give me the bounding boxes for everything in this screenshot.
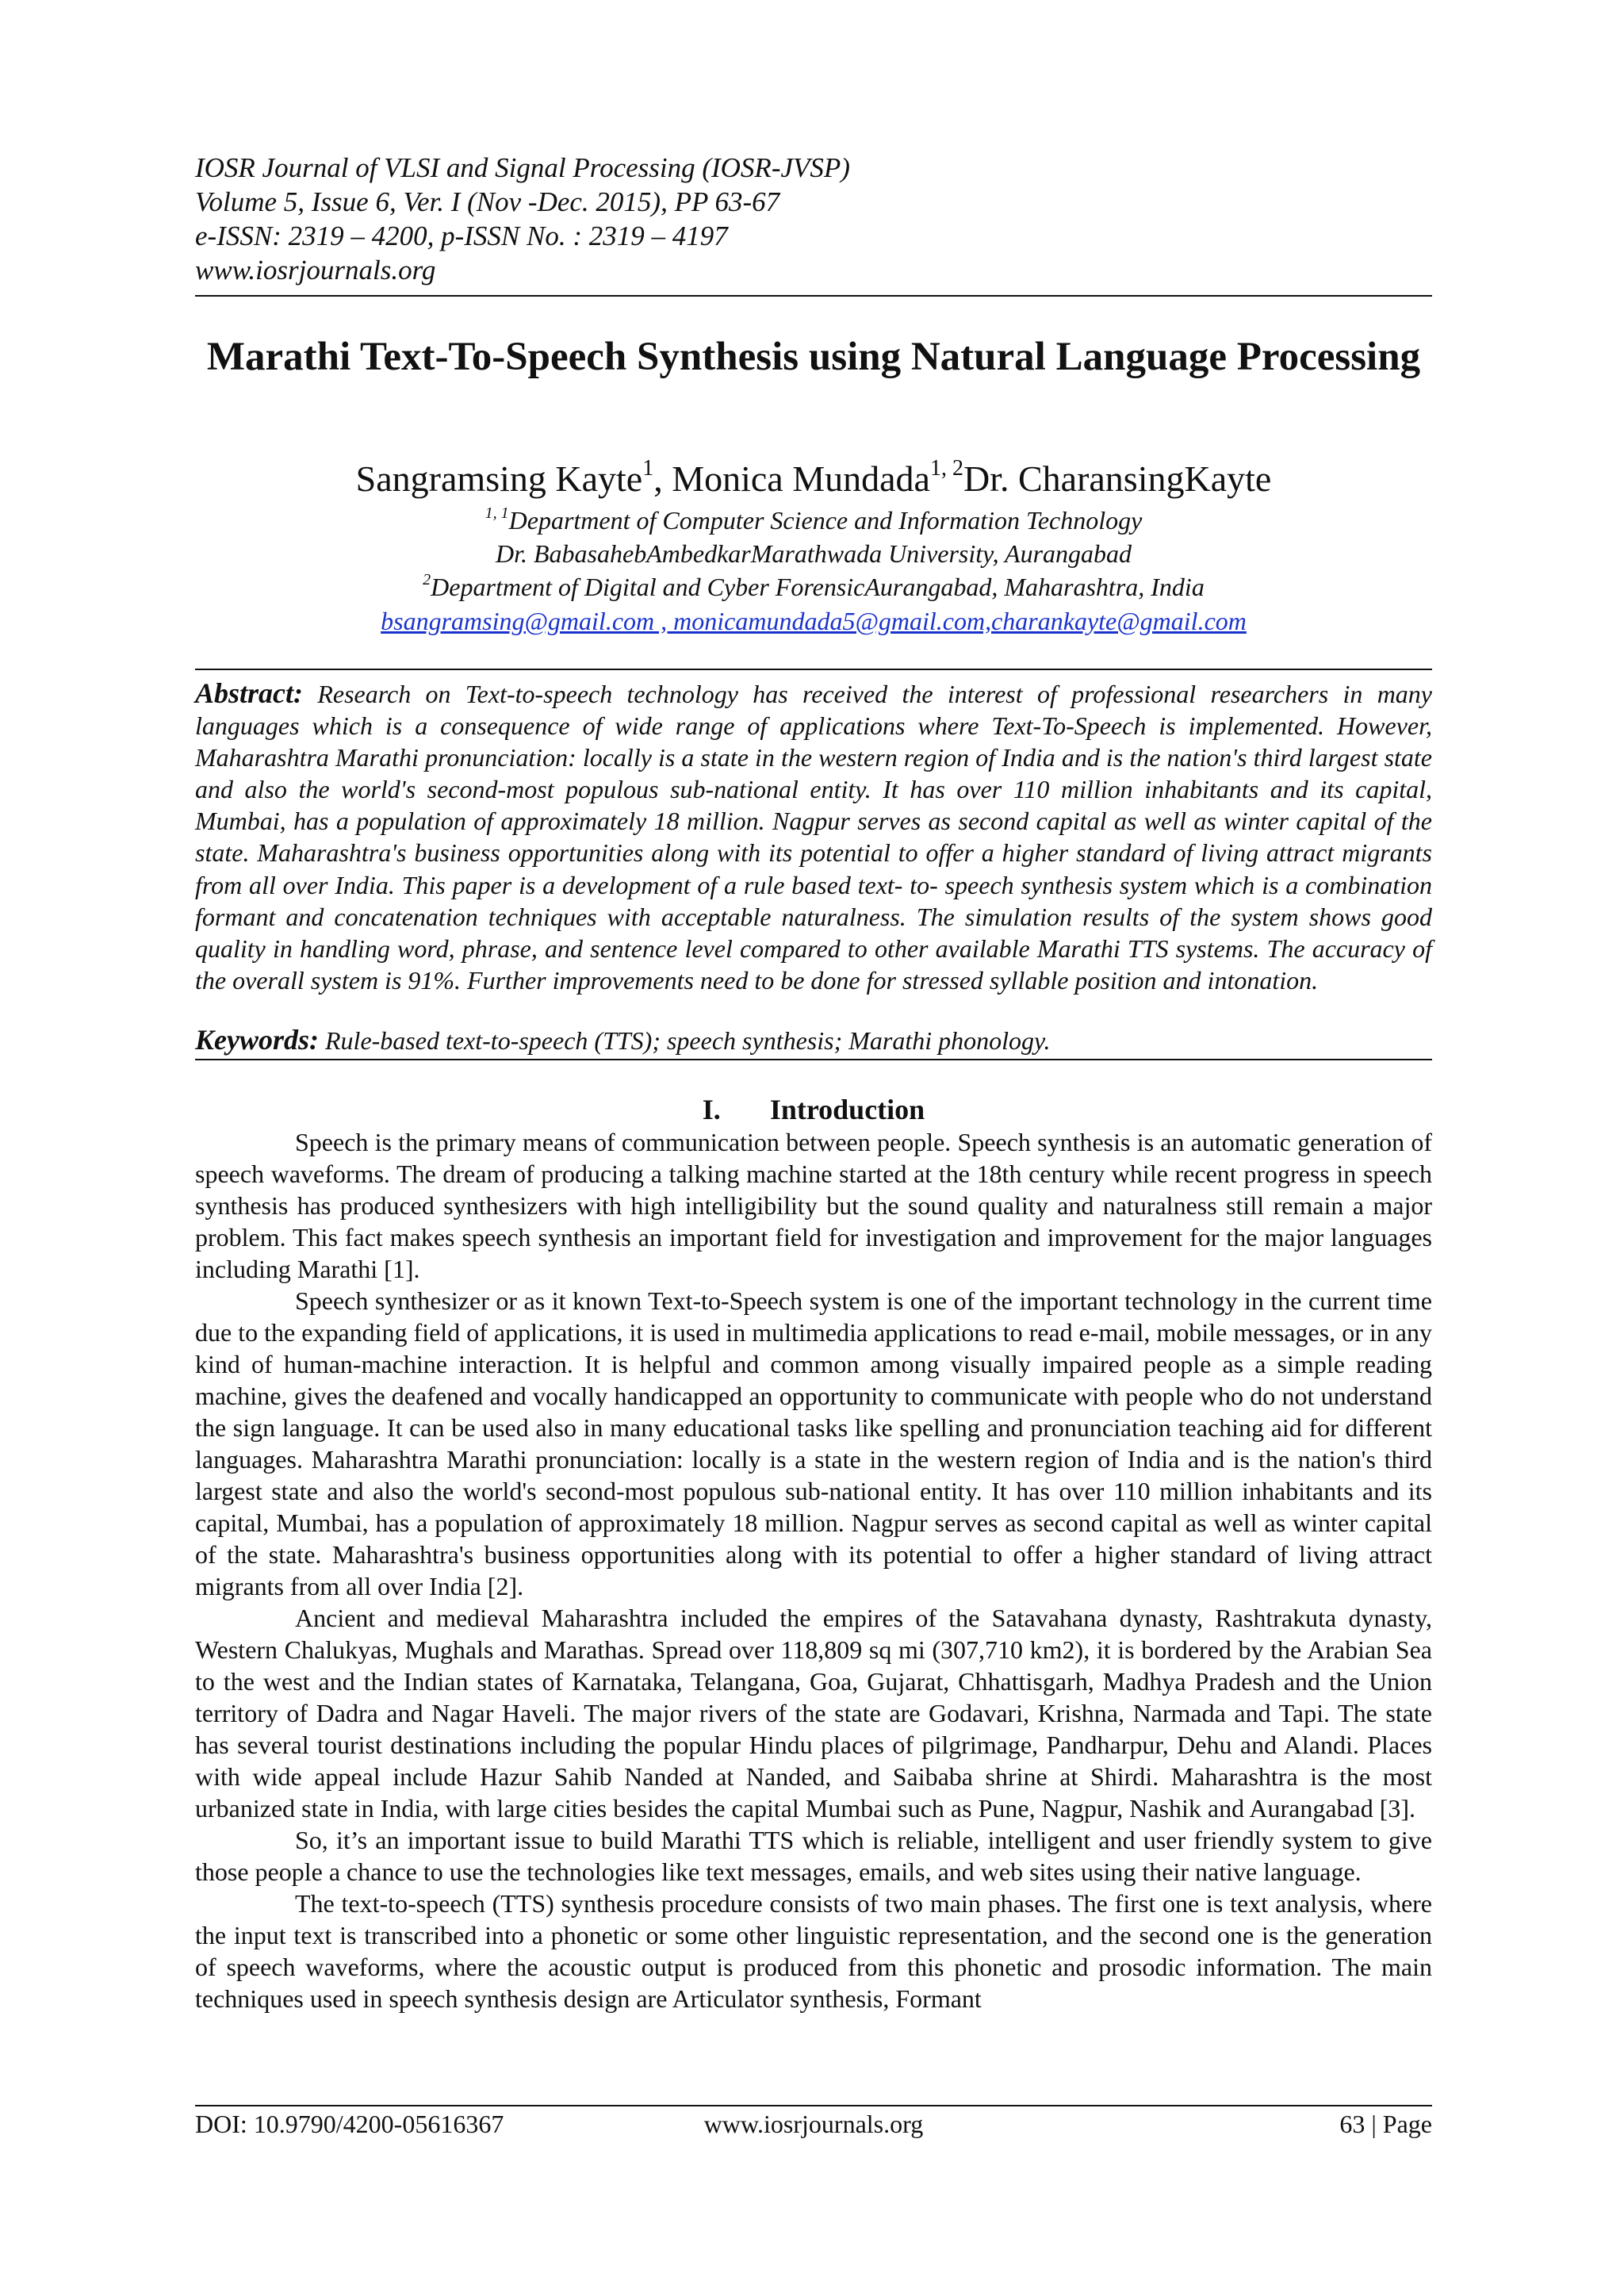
journal-name: IOSR Journal of VLSI and Signal Processing (IOSR-JVSP) xyxy=(195,152,850,183)
affiliation-1-university: Dr. BabasahebAmbedkarMarathwada University, Aurangabad xyxy=(495,539,1132,568)
footer-website[interactable]: www.iosrjournals.org xyxy=(703,2110,924,2138)
paper-title: Marathi Text-To-Speech Synthesis using Natural Language Processing xyxy=(206,335,1421,379)
paragraph: Ancient and medieval Maharashtra included the empires of the Satavahana dynasty, Rashtrakuta dynasty, Western Chalukyas, Mughals and Marathas. Spread over 118,809 sq mi (307,710 km2), it is bordered by the Arabian Sea to the west and the Indian states of Karnataka, Telangana, Goa, Gujarat, Chhattisgarh, Madhya Pradesh and the Union territory of Dadra and Nagar Haveli. The major rivers of the state are Godavari, Krishna, Narmada and Tapi. The state has several tourist destinations including the popular Hindu places of pilgrimage, Pandharpur, Dehu and Alandi. Places with wide appeal include Hazur Sahib Nanded at Nanded, and Saibaba shrine at Shirdi. Maharashtra is the most urbanized state in India, with large cities besides the capital Mumbai such as Pune, Nagpur, Nashik and Aurangabad [3]. xyxy=(195,1604,1432,1823)
abstract xyxy=(195,677,1432,996)
author-1-affil-mark: 1 xyxy=(642,456,654,481)
journal-header xyxy=(195,151,1432,287)
affiliation-1 xyxy=(195,504,1432,537)
author-list xyxy=(195,457,1432,501)
paragraph: Speech synthesizer or as it known Text-to-Speech system is one of the important technology in the current time due to the expanding field of applications, it is used in multimedia applications to read e-mail, mobile messages, or in any kind of human-machine interaction. It is helpful and common among visually impaired people as a simple reading machine, gives the deafened and vocally handicapped an opportunity to communicate with people who do not understand the sign language. It can be used also in many educational tasks like spelling and pronunciation teaching aid for different languages. Maharashtra Marathi pronunciation: locally is a state in the western region of India and is the nation's third largest state and also the world's second-most populous sub-national entity. It has over 110 million inhabitants and its capital, Mumbai, has a population of approximately 18 million. Nagpur serves as second capital as well as winter capital of the state. Maharashtra's business opportunities along with its potential to offer a higher standard of living attract migrants from all over India [2]. xyxy=(195,1286,1432,1600)
affiliation-2 xyxy=(195,570,1432,604)
footer-doi: DOI: 10.9790/4200-05616367 xyxy=(195,2110,504,2138)
author-2-affil-mark: 1, 2 xyxy=(929,456,963,481)
journal-website[interactable]: www.iosrjournals.org xyxy=(195,255,436,286)
section-number: I. xyxy=(702,1094,721,1125)
header-rule xyxy=(195,295,1432,297)
paragraph: So, it’s an important issue to build Marathi TTS which is reliable, intelligent and user friendly system to give those people a chance to use the technologies like text messages, emails, and web sites using their native language. xyxy=(195,1826,1432,1886)
author-1: Sangramsing Kayte xyxy=(355,458,643,499)
affiliation-1-text: Department of Computer Science and Information Technology xyxy=(508,506,1143,535)
keywords-text: Rule-based text-to-speech (TTS); speech synthesis; Marathi phonology. xyxy=(325,1026,1051,1055)
keywords xyxy=(195,1024,1432,1056)
paragraph: The text-to-speech (TTS) synthesis procedure consists of two main phases. The first one is text analysis, where the input text is transcribed into a phonetic or some other linguistic representation, and the second one is the generation of speech waveforms, where the acoustic output is produced from this phonetic and prosodic information. The main techniques used in speech synthesis design are Articulator synthesis, Formant xyxy=(195,1889,1432,2013)
journal-issn: e-ISSN: 2319 – 4200, p-ISSN No. : 2319 – 4197 xyxy=(195,220,728,251)
paragraph: Speech is the primary means of communication between people. Speech synthesis is an automatic generation of speech waveforms. The dream of producing a talking machine started at the 18th century while recent progress in speech synthesis has produced synthesizers with high intelligibility but the sound quality and naturalness still remain a major problem. This fact makes speech synthesis an important field for investigation and improvement for the major languages including Marathi [1]. xyxy=(195,1128,1432,1283)
affiliation-2-text: Department of Digital and Cyber ForensicAurangabad, Maharashtra, India xyxy=(431,573,1205,601)
affiliation-1-mark: 1, 1 xyxy=(485,504,509,522)
journal-volume: Volume 5, Issue 6, Ver. I (Nov -Dec. 2015), PP 63-67 xyxy=(195,186,780,217)
section-heading xyxy=(195,1092,1432,1127)
author-3: Dr. CharansingKayte xyxy=(963,458,1272,499)
footer-rule xyxy=(195,2105,1432,2106)
body-text xyxy=(195,1126,1432,2014)
author-2: , Monica Mundada xyxy=(653,458,930,499)
section-title: Introduction xyxy=(769,1094,925,1125)
keywords-label: Keywords: xyxy=(195,1024,319,1056)
abstract-label: Abstract: xyxy=(195,677,304,709)
affiliation-2-mark: 2 xyxy=(423,571,431,588)
footer-page-number: 63 | Page xyxy=(1339,2110,1432,2138)
abstract-text: Research on Text-to-speech technology has received the interest of professional researchers in many languages which is a consequence of wide range of applications where Text-To-Speech is implemented. However, Maharashtra Marathi pronunciation: locally is a state in the western region of India and is the nation's third largest state and also the world's second-most populous sub-national entity. It has over 110 million inhabitants and its capital, Mumbai, has a population of approximately 18 million. Nagpur serves as second capital as well as winter capital of the state. Maharashtra's business opportunities along with its potential to offer a higher standard of living attract migrants from all over India. This paper is a development of a rule based text- to- speech synthesis system which is a combination formant and concatenation techniques with acceptable naturalness. The simulation results of the system shows good quality in handling word, phrase, and sentence level compared to other available Marathi TTS systems. The accuracy of the overall system is 91%. Further improvements need to be done for stressed syllable position and intonation. xyxy=(195,680,1433,995)
abstract-bottom-rule xyxy=(195,1059,1432,1060)
abstract-top-rule xyxy=(195,669,1432,670)
author-emails-link[interactable]: bsangramsing@gmail.com , monicamundada5@gmail.com,charankayte@gmail.com xyxy=(381,607,1247,635)
